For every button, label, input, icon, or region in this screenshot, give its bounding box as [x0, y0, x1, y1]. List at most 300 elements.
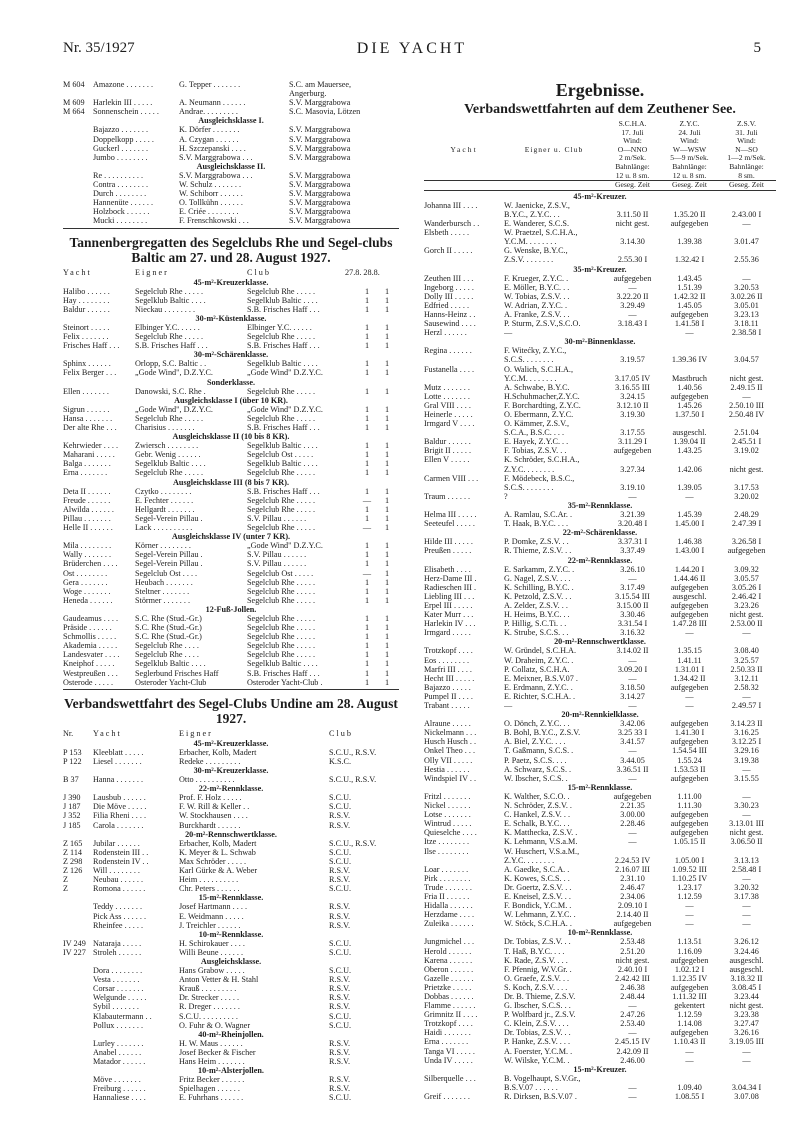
cell-place-28: 1 [384, 577, 390, 587]
cell-race-1: aufgegeben [613, 919, 652, 929]
cell-place-27: 1 [364, 386, 370, 396]
results-column-header [424, 120, 776, 180]
cell-yacht: Corsar . . . . . . . [93, 984, 144, 994]
header-line: 24. Juli [678, 127, 701, 137]
cell-yacht: Preußen . . . . . [424, 546, 472, 556]
tannenberg-list [63, 278, 399, 687]
cell-race-2: — [685, 628, 694, 638]
table-row [424, 465, 776, 474]
cell-owner: E. Wanderer, S.C.S. [504, 219, 570, 229]
cell-yacht: Liesel . . . . . . . [93, 756, 142, 766]
cell-owner: Lack . . . . . . . . . . [135, 523, 193, 533]
cell-yacht: Zuleika . . . . . . [424, 919, 474, 929]
cell-yacht: Silberquelle . . . [424, 1073, 476, 1083]
cell-owner: Segelklub Baltic . . . . [135, 459, 206, 469]
cell-race-3: 3.05.26 I [731, 582, 762, 592]
header-line: 5—9 m/Sek. [670, 153, 709, 163]
cell-yacht: Anabel . . . . . . [93, 1047, 142, 1057]
cell-owner: Orlopp, S.C. Baltic . . [135, 359, 207, 369]
cell-yacht: Hecht III . . . . . [424, 673, 475, 683]
cell-race-1: — [628, 828, 637, 838]
table-row [63, 939, 399, 948]
cell-yacht: Kleeblatt . . . . . [93, 747, 144, 757]
cell-club: S.C.U. [329, 793, 352, 803]
cell-place-28: 1 [384, 459, 390, 469]
cell-owner: S.C.S. . . . . . . . [504, 482, 554, 492]
cell-owner: O. Graefe, Z.S.V. . . [504, 973, 570, 983]
cell-club: S.V. Marggrabowa [289, 152, 351, 162]
cell-place-27: 1 [364, 550, 370, 560]
cell-club: S.C.U. [329, 947, 352, 957]
table-row [63, 866, 399, 875]
divider [63, 228, 399, 229]
cell-race-3: 3.24.46 [734, 946, 759, 956]
cell-yacht: Irmgard V . . . . [424, 419, 475, 429]
cell-yacht: Greif . . . . . . . [424, 1092, 470, 1102]
cell-race-1: 2.24.53 IV [614, 855, 651, 865]
cell-club: S.C.U., R.S.V. [329, 775, 377, 785]
cell-race-2: ausgeschl. [672, 591, 707, 601]
cell-club: Segelclub Rhe . . . . . [247, 577, 315, 587]
cell-owner: A. Gaedke, S.C.A. . [504, 864, 570, 874]
cell-race-2: 1.54.54 III [672, 746, 707, 756]
table-row [63, 632, 399, 641]
header-line: Bahnlänge: [615, 161, 650, 171]
cell-race-3 [718, 246, 775, 255]
cell-place-28: 1 [384, 559, 390, 569]
cell-owner: K. Schilling, B.Y.C. . [504, 582, 574, 592]
table-row [63, 541, 399, 550]
cell-owner: W. Praetzel, S.C.H.A., [504, 228, 578, 238]
cell-yacht: Landesvater . . . . [63, 650, 120, 660]
cell-race-2 [661, 1074, 718, 1083]
table-row [63, 125, 399, 134]
cell-race-2: 1.46.38 [677, 537, 702, 547]
cell-owner: Zwiersch . . . . . . . . [135, 441, 199, 451]
cell-yacht: Herzdame . . . . [424, 910, 475, 920]
cell-sail-number: J 352 [63, 811, 81, 821]
cell-club: R.S.V. [329, 820, 351, 830]
cell-race-2: — [685, 701, 694, 710]
cell-yacht: Gera . . . . . . . [63, 577, 108, 587]
header-line: Bahnlänge: [672, 161, 707, 171]
class-heading: Ausgleichsklasse IV (unter 7 KR). [171, 532, 291, 542]
cell-race-1 [604, 228, 661, 237]
cell-club: R.S.V. [329, 811, 351, 821]
cell-race-1: — [628, 309, 637, 319]
cell-club: R.S.V. [329, 866, 351, 876]
cell-owner: E. Richter, S.C.H.A. . [504, 691, 576, 701]
cell-race-2: 1.43.00 I [674, 546, 705, 556]
cell-race-1: 3.25 33 I [617, 728, 648, 738]
cell-place-27: 1 [364, 322, 370, 332]
cell-place-28: 1 [384, 677, 390, 687]
col-owner: Eigner u. Club [524, 145, 584, 154]
cell-owner: Störmer . . . . . . . [135, 595, 191, 605]
cell-race-2: aufgegeben [670, 828, 709, 838]
cell-race-1: 2.16.07 III [615, 864, 650, 874]
table-row [424, 319, 776, 328]
cell-club: Angerburg. [289, 89, 327, 99]
cell-club: Segelclub Rhe . . . . . [247, 650, 315, 660]
cell-sail-number [63, 135, 93, 144]
cell-club: S.C.U., R.S.V. [329, 747, 377, 757]
cell-race-2: aufgegeben [670, 600, 709, 610]
table-row [424, 919, 776, 928]
cell-owner: Willi Beune . . . . . . [179, 947, 244, 957]
cell-owner: Erbacher, Kolb, Madert [179, 838, 257, 848]
cell-place-28: 1 [384, 568, 390, 578]
cell-owner: Josef Hartmann . . . . [179, 902, 247, 912]
table-row [424, 1028, 776, 1037]
cell-yacht: Regina . . . . . . [424, 346, 472, 356]
cell-place-27: 1 [364, 450, 370, 460]
cell-race-2: aufgegeben [670, 391, 709, 401]
cell-place-27: 1 [364, 468, 370, 478]
cell-yacht: Sphinx . . . . . . [63, 359, 111, 369]
cell-sail-number [63, 921, 93, 930]
cell-race-2: 1.05.15 II [673, 837, 706, 847]
cell-owner: B.S.V.07 . . . . . . [504, 1082, 558, 1092]
cell-owner: „Gode Wind", D.Z.Y.C. [135, 404, 213, 414]
cell-race-1: 2.46.47 [620, 882, 645, 892]
cell-race-3: 3.20.53 [734, 282, 759, 292]
cell-sail-number [63, 153, 93, 162]
cell-race-2: aufgegeben [670, 819, 709, 829]
cell-owner: W. Schulz . . . . . . . [179, 180, 242, 190]
cell-owner: F. Witećky, Z.Y.C., [504, 346, 567, 356]
cell-race-3: 2.51.04 [734, 428, 759, 438]
table-row [63, 641, 399, 650]
table-row [63, 793, 399, 802]
cell-owner: P. Sturm, Z.S.V.,S.C.O. [504, 319, 581, 329]
cell-race-2: 1.45.05 [677, 300, 702, 310]
cell-club: „Gode Wind" D.Z.Y.C. [247, 404, 323, 414]
cell-owner: P. Hillig, S.C.Ti. . . [504, 619, 567, 629]
cell-club: S.C.U. [329, 884, 352, 894]
cell-place-27: 1 [364, 359, 370, 369]
cell-club: S.V. Marggrabowa [289, 207, 351, 217]
cell-race-1: 2.34.06 [620, 891, 645, 901]
cell-sail-number [63, 993, 93, 1002]
cell-race-3 [718, 201, 775, 210]
cell-yacht: Guckerl . . . . . . . [93, 143, 149, 153]
table-row [424, 883, 776, 892]
cell-yacht: Ellen . . . . . . . [63, 386, 109, 396]
cell-owner: K. Lehmann, V.S.a.M. [504, 837, 578, 847]
cell-yacht: Akademia . . . . . [63, 641, 118, 651]
cell-race-1: 3.24.15 [620, 391, 645, 401]
cell-yacht: Bajazzo . . . . . . . [93, 125, 149, 135]
class-heading: 30-m²-Küstenklasse. [195, 313, 267, 323]
cell-race-3: — [742, 219, 751, 229]
cell-place-28: 1 [384, 486, 390, 496]
cell-yacht: Erpel III . . . . . [424, 600, 473, 610]
cell-race-2 [661, 228, 718, 237]
cell-owner: — [504, 328, 513, 338]
cell-yacht: Pillau . . . . . . . [63, 513, 111, 523]
cell-club: R.S.V. [329, 911, 351, 921]
cell-race-1: 2.55.30 I [617, 255, 648, 265]
cell-race-1: 3.29.49 [620, 300, 645, 310]
table-row [63, 757, 399, 766]
cell-owner: Segelclub Rhe . . . . . [135, 286, 203, 296]
cell-race-2: 1.43.25 [677, 446, 702, 456]
cell-race-1 [604, 847, 661, 856]
table-row [424, 355, 776, 364]
cell-race-2: 1.10.43 II [673, 1037, 706, 1047]
cell-race-1: — [628, 701, 637, 710]
cell-owner: E. Sarkamm, Z.Y.C. . [504, 564, 575, 574]
table-row [63, 450, 399, 459]
table-row [424, 283, 776, 292]
cell-race-1: 3.16.32 [620, 628, 645, 638]
cell-yacht: Hay . . . . . . . . [63, 295, 110, 305]
cell-owner: K. Rade, Z.S.V. . . . [504, 955, 568, 965]
table-row [63, 1021, 399, 1030]
cell-race-3 [718, 455, 775, 464]
cell-race-1: 3.12.10 II [616, 400, 649, 410]
cell-yacht: Pollux . . . . . . . [93, 1020, 144, 1030]
cell-sail-number [63, 125, 93, 134]
cell-sail-number: IV 227 [63, 947, 86, 957]
cell-yacht: Nataraja . . . . . [93, 938, 142, 948]
cell-sail-number: B 37 [63, 775, 79, 785]
cell-owner: B.Y.C., Z.Y.C. . . [504, 209, 560, 219]
cell-owner: H.Schuhmacher,Z.Y.C. [504, 391, 580, 401]
cell-sail-number [63, 1048, 93, 1057]
cell-race-2: — [685, 1046, 694, 1056]
header-line: 2 m/Sek. [618, 153, 646, 163]
cell-place-28: 1 [384, 523, 390, 533]
cell-place-27: 1 [364, 441, 370, 451]
cell-yacht: Lurley . . . . . . . [93, 1038, 144, 1048]
cell-place-27: 1 [364, 304, 370, 314]
cell-race-1: nicht gest. [615, 219, 650, 229]
class-heading: Ausgleichsklasse II (10 bis 8 KR). [172, 432, 290, 442]
cell-place-28: 1 [384, 368, 390, 378]
table-row [424, 546, 776, 555]
table-row [424, 301, 776, 310]
cell-yacht: Trabant . . . . . [424, 701, 470, 710]
cell-race-2: aufgegeben [670, 1028, 709, 1038]
cell-yacht: Wally . . . . . . . [63, 550, 112, 560]
cell-owner: Hans Heim . . . . . . . [179, 1057, 245, 1066]
table-row [63, 596, 399, 605]
table-row [63, 1093, 399, 1102]
cell-club: S.V. Marggrabowa [289, 198, 351, 208]
table-row [63, 678, 399, 687]
cell-owner: Segel-Verein Pillau . [135, 559, 203, 569]
cell-yacht: Helma III . . . . . [424, 510, 477, 520]
magazine-title: DIE YACHT [356, 40, 468, 57]
cell-race-2: 1.32.42 I [674, 255, 705, 265]
cell-yacht: Westpreußen . . . [63, 668, 118, 678]
cell-place-28: 1 [384, 295, 390, 305]
header-line: Z.Y.C. [679, 119, 700, 128]
cell-race-3: 3.04.34 I [731, 1082, 762, 1092]
cell-yacht [424, 483, 504, 492]
cell-race-1: — [628, 491, 637, 501]
cell-race-1: 3.42.06 [620, 719, 645, 729]
cell-club: S.C.U. [329, 966, 352, 976]
cell-club: R.S.V. [329, 975, 351, 985]
table-row [63, 1039, 399, 1048]
cell-club: Segelclub Rhe . . . . . [247, 613, 315, 623]
table-row [63, 523, 399, 532]
cell-club: R.S.V. [329, 1002, 351, 1012]
cell-club: S.V. Marggrabowa [289, 143, 351, 153]
cell-owner: G. Wenske, B.Y.C., [504, 246, 568, 256]
cell-race-1: 2.48.44 [620, 992, 645, 1001]
cell-club: R.S.V. [329, 1047, 351, 1057]
cell-owner: Danowski, S.C. Rhe . [135, 386, 206, 396]
cell-yacht: Hanns-Heinz . . [424, 309, 476, 319]
cell-sail-number [63, 1057, 93, 1066]
table-row [424, 837, 776, 846]
cell-place-28: 1 [384, 332, 390, 342]
undine-column-header [63, 729, 399, 739]
table-row [63, 459, 399, 468]
cell-race-1: 2.09.10 I [617, 901, 648, 911]
cell-sail-number [63, 912, 93, 921]
cell-race-1: 3.16.55 III [615, 382, 650, 392]
cell-race-2: 1.41.58 I [674, 319, 705, 329]
table-row [63, 966, 399, 975]
cell-race-2 [661, 455, 718, 464]
cell-place-27: 1 [364, 295, 370, 305]
cell-race-2: Mastbruch [671, 373, 708, 383]
cell-race-1: 3.09.20 I [617, 664, 648, 674]
table-row [424, 592, 776, 601]
cell-race-1: 3.19.10 [620, 482, 645, 492]
col-club: Club [329, 728, 353, 738]
table-row [424, 956, 776, 965]
class-heading: 45-m²-Kreuzer. [573, 191, 627, 201]
cell-yacht: Fritzl . . . . . . . [424, 791, 471, 801]
cell-sail-number: Z 126 [63, 866, 83, 876]
table-row [424, 201, 776, 210]
cell-owner: Körner . . . . . . . . [135, 541, 191, 551]
cell-race-1: 3.37.49 [620, 546, 645, 556]
cell-club: Segelklub Baltic . . . . [247, 295, 318, 305]
table-row [424, 519, 776, 528]
geseg-zeit-1: Geseg. Zeit [614, 180, 650, 190]
cell-race-2: 1.43.45 [677, 273, 702, 283]
table-row [63, 559, 399, 568]
cell-race-1: — [628, 282, 637, 292]
cell-yacht: Husch Husch . . [424, 737, 477, 747]
cell-owner: Karl Gürke & A. Weber [179, 866, 258, 876]
cell-yacht: Herzl . . . . . . [424, 328, 467, 338]
table-row [63, 387, 399, 396]
header-line: 31. Juli [735, 127, 758, 137]
cell-race-3 [718, 1074, 775, 1083]
cell-club: S.V. Marggrabowa [289, 189, 351, 199]
cell-place-27: 1 [364, 459, 370, 469]
cell-sail-number [63, 144, 93, 153]
cell-yacht: Dobbas . . . . . . [424, 992, 474, 1001]
cell-owner: O. Kämmer, Z.S.V., [504, 419, 570, 429]
cell-place-28: 1 [384, 322, 390, 332]
cell-club: Segelclub Rhe . . . . . [247, 586, 315, 596]
table-row [63, 975, 399, 984]
cell-owner: K. Meyer & L. Schwab [179, 847, 256, 857]
cell-yacht: Contra . . . . . . . . [93, 180, 149, 190]
cell-race-2: 1.09.40 [677, 1082, 702, 1092]
cell-sail-number [63, 1021, 93, 1030]
cell-owner: W. Ibscher, S.C.S. . [504, 773, 568, 783]
cell-race-3: 2.50.33 II [730, 664, 763, 674]
table-row [424, 847, 776, 856]
cell-race-3: 2.55.36 [734, 255, 759, 265]
cell-race-1: 3.11.29 I [617, 437, 648, 447]
cell-owner: W. Adrian, Z.Y.C. . [504, 300, 567, 310]
col-yacht: Yacht [63, 267, 92, 277]
cell-race-2: 1.51.39 [677, 282, 702, 292]
cell-place-27: 1 [364, 368, 370, 378]
cell-race-2: — [685, 1055, 694, 1065]
table-row [63, 107, 399, 116]
cell-race-1 [604, 455, 661, 464]
cell-owner: — [504, 701, 513, 710]
cell-race-1: 2.14.40 II [616, 910, 649, 920]
cell-owner: Heubach . . . . . . . [135, 577, 193, 587]
cell-owner: Dr. Strecker . . . . . [179, 993, 240, 1003]
table-row [424, 765, 776, 774]
cell-yacht: Tanga VI . . . . . [424, 1046, 475, 1056]
table-row [63, 984, 399, 993]
table-row [424, 255, 776, 264]
cell-owner: W. Lehmann, Z.Y.C. . [504, 910, 576, 920]
cell-race-2: 1.45.00 I [674, 519, 705, 529]
cell-sail-number: J 390 [63, 793, 81, 803]
cell-race-3: 3.23.38 [734, 1010, 759, 1020]
cell-owner: E. Hayek, Z.Y.C. . . [504, 437, 569, 447]
cell-race-2 [661, 246, 718, 255]
table-row [424, 455, 776, 464]
cell-place-28: 1 [384, 650, 390, 660]
table-row [424, 892, 776, 901]
table-row [63, 884, 399, 893]
undine-title: Verbandswettfahrt des Segel-Clubs Undine am 28. August 1927. [64, 695, 398, 726]
cell-race-1: — [628, 1092, 637, 1102]
cell-yacht: Dolly III . . . . . [424, 291, 474, 301]
cell-owner: A. Neumann . . . . . . [179, 98, 246, 108]
cell-race-3: 3.13.13 [734, 855, 759, 865]
cell-yacht: Frisches Haff . . . [63, 341, 120, 351]
table-row [424, 819, 776, 828]
table-row [63, 171, 399, 180]
cell-club: Segelclub Rhe . . . . . [247, 523, 315, 533]
cell-race-3: 2.48.29 [734, 510, 759, 520]
cell-owner: Max Schröder . . . . . [179, 856, 247, 866]
table-row [63, 650, 399, 659]
cell-yacht: Johanna III . . . . [424, 200, 478, 210]
cell-owner: W. Wilske, Y.C.M. . [504, 1055, 570, 1065]
class-heading: 35-m²-Kreuzer. [573, 264, 627, 274]
cell-yacht: Alwilda . . . . . . [63, 504, 114, 514]
cell-owner: J. Treichler . . . . . . [179, 920, 241, 930]
cell-owner: S.B. Frisches Haff . . . [135, 341, 208, 351]
cell-race-1: 3.00.00 [620, 810, 645, 820]
cell-club: Segelklub Baltic . . . . [247, 459, 318, 469]
cell-sail-number: Z 165 [63, 838, 83, 848]
cell-race-2: 1.45.39 [677, 510, 702, 520]
table-row [63, 669, 399, 678]
cell-owner: K. Kowes, S.C.S. . . [504, 873, 570, 883]
cell-owner: F. Frenschkowski . . . [179, 216, 249, 226]
